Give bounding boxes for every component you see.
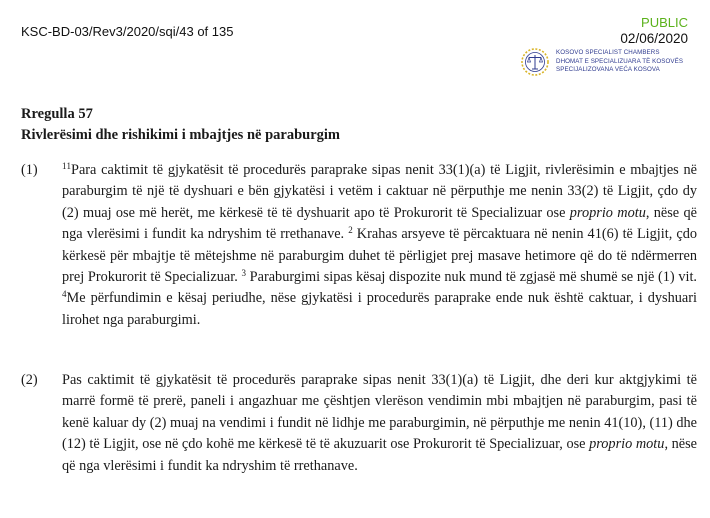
logo-line-3: SPECIJALIZOVANA VEĆA KOSOVA bbox=[556, 66, 660, 73]
sentence-number: 3 bbox=[241, 268, 246, 279]
paragraph-text: Pas caktimit të gjykatësit të procedurës paraprake sipas nenit 33(1)(a) të Ligjit, dhe deri kur aktgjykimi të marrë formë të prerë, paneli i angazhuar me çështjen vlerëson vendimin mbi mbajtjen në paraburgim, pasi të kenë kaluar dy (2) muaj na vendimi i fundit në lidhje me paraburgimin, në përputhje me nenin 41(10), (11) dhe (12) të Ligjit, ose në çdo kohë me kërkesë të të akuzuarit ose Prokurorit të Specializuar, ose bbox=[62, 372, 697, 453]
court-logo bbox=[518, 46, 704, 78]
sentence-number: 4 bbox=[62, 289, 67, 300]
paragraph-number: (2) bbox=[21, 372, 38, 388]
paragraph-body bbox=[62, 160, 697, 331]
paragraph-text: Krahas arsyeve të përcaktuara në nenin 41(6) të Ligjit, çdo kërkesë për mbajtje të mëtejshme në paraburgim duhet të përligjet prej masave hetimore që do të ndërmerren prej Prokurorit të Specializuar. bbox=[62, 226, 698, 286]
sentence-number: 1 bbox=[62, 161, 67, 171]
paragraph-text: Paraburgimi sipas kësaj dispozite nuk mund të zgjasë më shumë se një (1) vit. bbox=[245, 269, 697, 286]
logo-line-2: DHOMAT E SPECIALIZUARA TË KOSOVËS bbox=[556, 57, 684, 65]
document-date: 02/06/2020 bbox=[620, 31, 688, 46]
classification-label: PUBLIC bbox=[641, 15, 688, 30]
sentence-number: 1 bbox=[66, 161, 71, 171]
rule-number: Rregulla 57 bbox=[21, 106, 93, 122]
scales-emblem-icon bbox=[518, 46, 552, 78]
paragraph-number: (1) bbox=[21, 162, 38, 178]
paragraph-text: , nëse që nga vlerësimi i fundit ka ndryshim të rrethanave. bbox=[62, 436, 697, 474]
paragraph-1 bbox=[21, 160, 697, 331]
sentence-number: 2 bbox=[348, 225, 353, 236]
classification-block bbox=[620, 15, 688, 47]
paragraph-2 bbox=[21, 370, 697, 477]
latin-term: proprio motu bbox=[589, 436, 665, 453]
paragraph-text: Me përfundimin e kësaj periudhe, nëse gjykatësi i procedurës paraprake ende nuk është caktuar, i dyshuari lirohet nga paraburgimi. bbox=[62, 290, 697, 328]
paragraph-body bbox=[62, 370, 697, 477]
logo-line-1: KOSOVO SPECIALIST CHAMBERS bbox=[556, 49, 660, 56]
paragraph-text: , nëse që nga vlerësimi i fundit ka ndryshim të rrethanave. bbox=[62, 204, 697, 243]
paragraph-text: Para caktimit të gjykatësit të procedurës paraprake sipas nenit 33(1)(a) të Ligjit, rivlerësimin e mbajtjes në paraburgim të një të dyshuari e bën gjykatësi i vetëm i caktuar në përputhje me nenin 33(2) të Ligjit, çdo dy (2) muaj ose më herët, me kërkesë të të dyshuarit apo të Prokurorit të Specializuar ose bbox=[62, 162, 697, 221]
rule-title: Rivlerësimi dhe rishikimi i mbajtjes në paraburgim bbox=[21, 127, 340, 143]
latin-term: proprio motu bbox=[569, 204, 646, 221]
rule-heading bbox=[21, 104, 340, 146]
document-reference: KSC-BD-03/Rev3/2020/sqi/43 of 135 bbox=[21, 24, 234, 39]
